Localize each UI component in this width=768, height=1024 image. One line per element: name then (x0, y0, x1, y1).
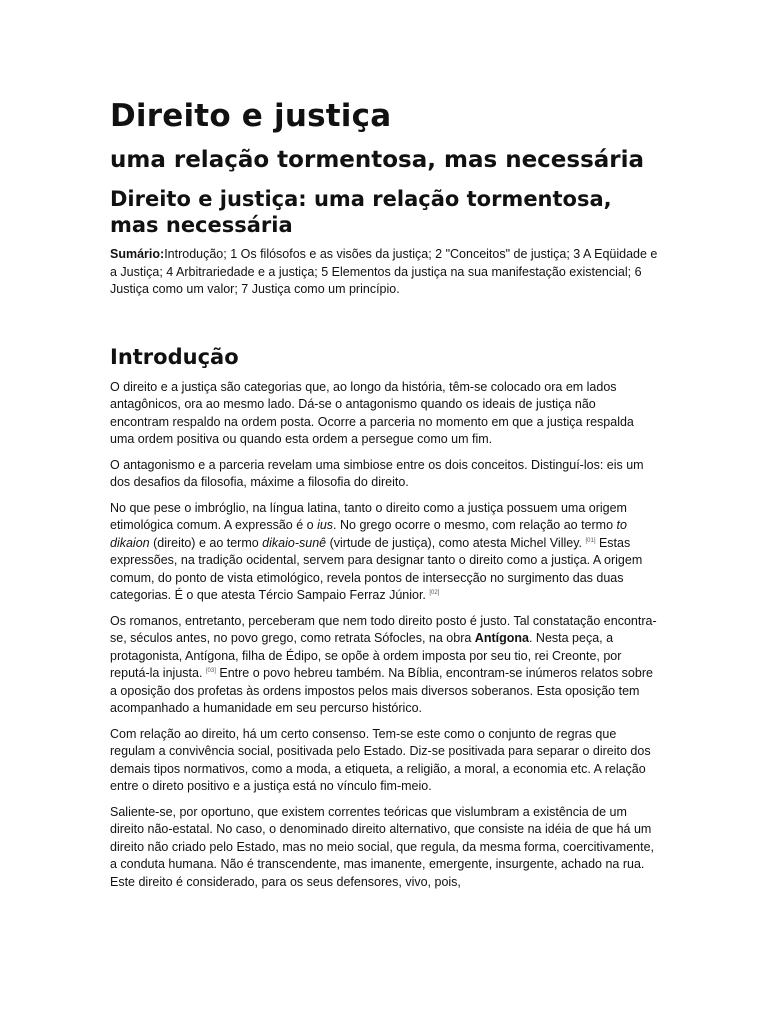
paragraph-4 (110, 613, 658, 718)
article-heading: Direito e justiça: uma relação tormentosa, mas necessária (110, 187, 612, 238)
p4-text-c: Entre o povo hebreu também. Na Bíblia, encontram-se inúmeros relatos sobre a oposição dos profetas às ordens impostos pelos mais diversos soberanos. Esta oposição tem acompanhado a humanidade em seu percurso histórico. (110, 666, 653, 716)
paragraph-5: Com relação ao direito, há um certo consenso. Tem-se este como o conjunto de regras que regulam a convivência social, positivada pelo Estado. Diz-se positivada para separar o direito dos demais tipos normativos, como a moda, a etiqueta, a religião, a moral, a economia etc. A relação entre o direto positivo e a justiça está no vínculo fim-meio. (110, 726, 651, 794)
document-content (110, 98, 658, 899)
p4-text-b: . Nesta peça, a protagonista, Antígona, filha de Édipo, se opõe à ordem imposta por seu tio, rei Creonte, por reputá-la injusta. (110, 631, 622, 681)
p3-text-e: Estas expressões, na tradição ocidental, servem para designar tanto o direito como a justiça. A origem comum, do ponto de vista etimológico, revela pontos de intersecção no surgimento das duas categorias. É o que atesta Tércio Sampaio Ferraz Júnior. (110, 535, 643, 603)
term-dikaio-sune: dikaio-sunê (262, 535, 327, 550)
footnote-ref-02[interactable]: [02] (429, 590, 440, 597)
paragraph-3 (110, 500, 658, 605)
p3-text-a: No que pese o imbróglio, na língua latina, tanto o direito como a justiça possuem uma origem etimológica comum. A expressão é o (110, 500, 627, 533)
p3-text-c: (direito) e ao termo (149, 535, 263, 550)
term-ius: ius (317, 518, 334, 533)
p4-text-a: Os romanos, entretanto, perceberam que nem todo direito posto é justo. Tal constatação encontra-se, séculos antes, no povo grego, como retrata Sófocles, na obra (110, 613, 657, 646)
summary-paragraph (110, 246, 658, 299)
paragraph-1: O direito e a justiça são categorias que, ao longo da história, têm-se colocado ora em lados antagônicos, ora ao mesmo lado. Dá-se o antagonismo quando os ideais de justiça não encontram respaldo na ordem posta. Ocorre a parceria no momento em que a justiça respalda uma ordem positiva ou quando esta ordem a persegue como um fim. (110, 379, 634, 447)
paragraph-6: Saliente-se, por oportuno, que existem correntes teóricas que vislumbram a existência de um direito não-estatal. No caso, o denominado direito alternativo, que consiste na idéia de que há um direito não criado pelo Estado, mas no meio social, que regula, da mesma forma, coercitivamente, a conduta humana. Não é transcendente, mas imanente, emergente, insurgente, achado na rua. Este direito é considerado, para os seus defensores, vivo, pois, (110, 804, 655, 889)
summary-text: Introdução; 1 Os filósofos e as visões da justiça; 2 "Conceitos" de justiça; 3 A Eqüidade e a Justiça; 4 Arbitrariedade e a justiça; 5 Elementos da justiça na sua manifestação existencial; 6 Justiça como um valor; 7 Justiça como um princípio. (110, 247, 658, 297)
p3-text-b: . No grego ocorre o mesmo, com relação ao termo (333, 518, 617, 533)
p3-text-d: (virtude de justiça), como atesta Michel Villey. (326, 535, 586, 550)
term-to-dikaion: to dikaion (110, 518, 627, 550)
paragraph-2: O antagonismo e a parceria revelam uma simbiose entre os dois conceitos. Distinguí-los: eis um dos desafios da filosofia, máxime a filosofia do direito. (110, 457, 644, 490)
footnote-ref-01[interactable]: [01] (585, 537, 596, 544)
work-title-antigona: Antígona (474, 631, 529, 646)
footnote-ref-03[interactable]: [03] (205, 668, 216, 675)
summary-label: Sumário: (110, 247, 165, 262)
document-subtitle: uma relação tormentosa, mas necessária (110, 147, 645, 174)
document-title: Direito e justiça (110, 98, 392, 134)
section-title-introducao: Introdução (110, 344, 239, 369)
